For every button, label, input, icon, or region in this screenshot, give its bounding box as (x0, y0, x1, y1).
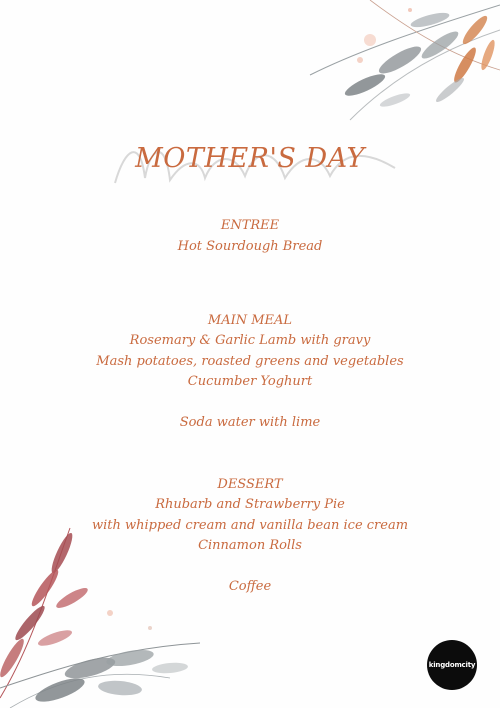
main-meal-item: Cucumber Yoghurt (187, 374, 313, 389)
dessert-heading: DESSERT (217, 476, 283, 492)
main-meal-drink: Soda water with lime (179, 415, 321, 430)
dessert-item: Cinnamon Rolls (198, 538, 302, 553)
top-foliage-decoration (290, 0, 500, 125)
main-meal-heading: MAIN MEAL (207, 312, 293, 328)
entree-item: Hot Sourdough Bread (177, 238, 323, 254)
logo-text: kingdomcity (428, 661, 476, 669)
dessert-item: with whipped cream and vanilla bean ice cream (91, 517, 409, 533)
entree-heading: ENTREE (220, 218, 280, 233)
main-meal-item: Mash potatoes, roasted greens and vegetables (96, 353, 404, 369)
dessert-item: Rhubarb and Strawberry Pie (155, 497, 345, 512)
bottom-foliage-decoration (0, 518, 200, 708)
kingdomcity-logo (427, 640, 477, 690)
page-title: MOTHER'S DAY (135, 143, 365, 174)
main-meal-item: Rosemary & Garlic Lamb with gravy (129, 333, 371, 348)
dessert-drink: Coffee (228, 579, 272, 594)
